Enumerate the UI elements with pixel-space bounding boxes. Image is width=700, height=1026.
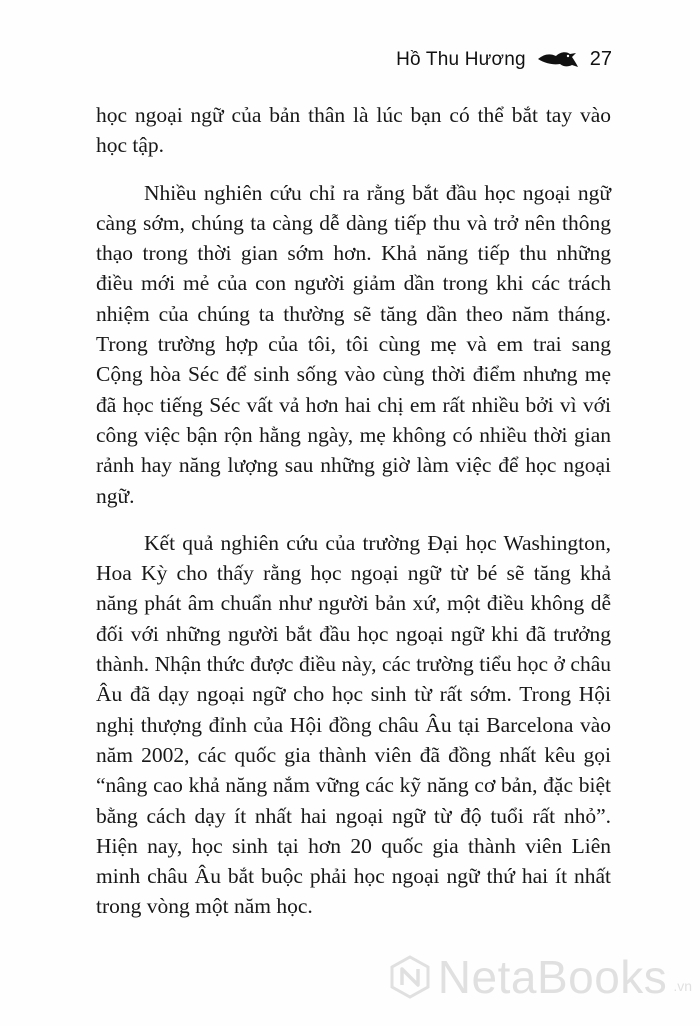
paragraph-washington: Kết quả nghiên cứu của trường Đại học Washington, Hoa Kỳ cho thấy rằng học ngoại ngữ từ bé sẽ tăng khả năng phát âm chuẩn như người bản xứ, một điều không dễ đối với những người bắt đầu học ngoại ngữ khi đã trưởng thành. Nhận thức được điều này, các trường tiểu học ở châu Âu đã dạy ngoại ngữ cho học sinh từ rất sớm. Trong Hội nghị thượng đỉnh của Hội đồng châu Âu tại Barcelona vào năm 2002, các quốc gia thành viên đã đồng nhất kêu gọi “nâng cao khả năng nắm vững các kỹ năng cơ bản, đặc biệt bằng cách dạy ít nhất hai ngoại ngữ từ độ tuổi rất nhỏ”. Hiện nay, học sinh tại hơn 20 quốc gia thành viên Liên minh châu Âu bắt buộc phải học ngoại ngữ thứ hai ít nhất trong vòng một năm học.: [96, 530, 611, 919]
page-number: 27: [589, 48, 612, 70]
running-header: [396, 48, 612, 71]
watermark-suffix: .vn: [673, 978, 692, 994]
watermark-text: NetaBooks: [437, 951, 668, 1003]
body-text: [96, 100, 611, 939]
netabooks-logo-icon: [388, 955, 432, 999]
paragraph-research: Nhiều nghiên cứu chỉ ra rằng bắt đầu học ngoại ngữ càng sớm, chúng ta càng dễ dàng tiếp thu và trở nên thông thạo trong thời gian sớm hơn. Khả năng tiếp thu những điều mới mẻ của con người giảm dần trong khi các trách nhiệm của chúng ta thường sẽ tăng dần theo năm tháng. Trong trường hợp của tôi, tôi cùng mẹ và em trai sang Cộng hòa Séc để sinh sống vào cùng thời điểm nhưng mẹ đã học tiếng Séc vất vả hơn hai chị em rất nhiều bởi vì với công việc bận rộn hằng ngày, mẹ không có nhiều thời gian rảnh hay năng lượng sau những giờ làm việc để học ngoại ngữ.: [96, 180, 611, 508]
paragraph-continuation: học ngoại ngữ của bản thân là lúc bạn có thể bắt tay vào học tập.: [96, 103, 611, 158]
header-author: Hồ Thu Hương: [396, 48, 526, 70]
watermark: [388, 950, 692, 1004]
bird-ornament-icon: [536, 50, 580, 70]
